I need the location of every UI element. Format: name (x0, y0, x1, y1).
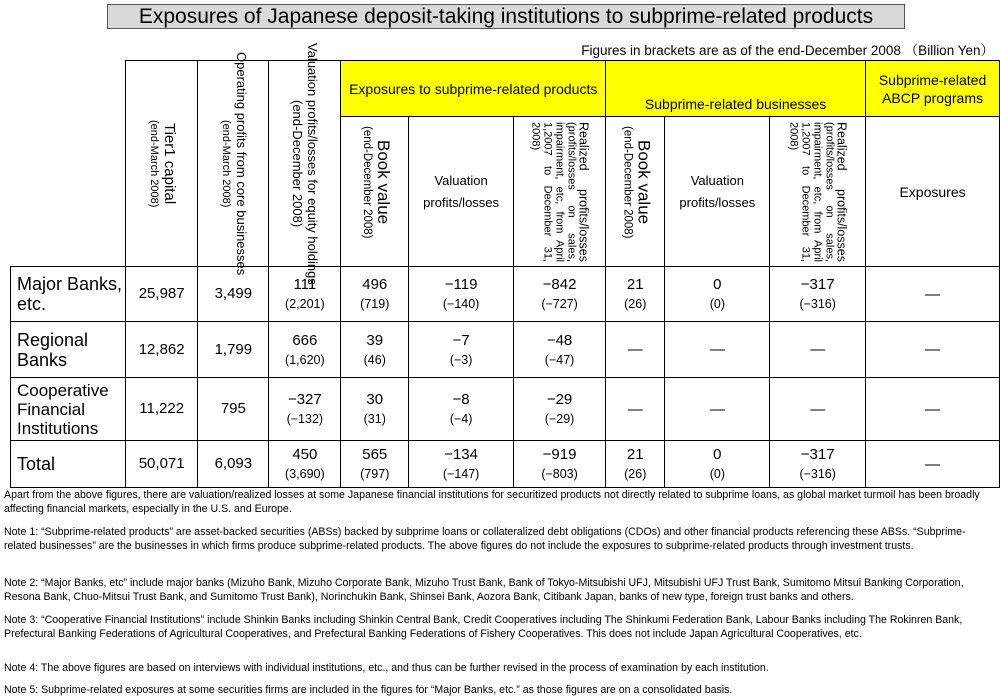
realized-cell: −29 (−29) (514, 378, 606, 441)
header-sb-realized: Realized profits/losses (profits/losses on sales, impairment, etc, from April 1,2007 to December 31, 2008) (770, 117, 866, 267)
header-realized: Realized profits/losses (profits/losses on sales, impairment, etc, from April 1,2007 to December 31, 2008) (514, 117, 606, 267)
realized-cell: −48 (−47) (514, 322, 606, 378)
note-5: Note 5: Subprime-related exposures at some securities firms are included in the figures for “Major Banks, etc.” as those figures are on a consolidated basis. (4, 684, 733, 696)
book-cell: 496 (719) (341, 267, 409, 322)
sb-realized-cell: −317 (−316) (770, 441, 866, 488)
tier1-cell: 12,862 (125, 322, 197, 378)
header-abcp-exposures: Exposures (866, 117, 1000, 267)
header-businesses-group: Subprime-related businesses (606, 92, 866, 117)
operating-cell: 795 (198, 378, 269, 441)
abcp-cell: — (866, 267, 1000, 322)
abcp-cell: — (866, 322, 1000, 378)
row-label: Major Banks, etc. (11, 267, 126, 322)
equity-cell: −327 (−132) (269, 378, 341, 441)
sb-realized-cell: −317 (−316) (770, 267, 866, 322)
row-label: Total (11, 441, 126, 488)
header-operating-profits: Operating profits from core businesses (end-March 2008) (198, 61, 269, 267)
equity-cell: 450 (3,690) (269, 441, 341, 488)
realized-cell: −842 (−727) (514, 267, 606, 322)
sb-book-cell: 21 (26) (606, 267, 665, 322)
valuation-cell: −7 (−3) (409, 322, 514, 378)
sb-realized-cell: — (770, 322, 866, 378)
operating-cell: 6,093 (198, 441, 269, 488)
intro-note: Apart from the above figures, there are valuation/realized losses at some Japanese financial institutions for securitized products not directly related to subprime loans, as global market turmoil has been broadly affecting financial markets, especially in the U.S. and Europe. (4, 489, 980, 515)
header-yellow-spacer (606, 61, 866, 92)
header-sb-valuation-pl: Valuation profits/losses (665, 117, 770, 267)
row-label: Cooperative Financial Institutions (11, 378, 126, 441)
corner-blank (11, 61, 126, 267)
valuation-cell: −134 (−147) (409, 441, 514, 488)
valuation-cell: −8 (−4) (409, 378, 514, 441)
valuation-cell: −119 (−140) (409, 267, 514, 322)
tier1-cell: 11,222 (125, 378, 197, 441)
sb-valuation-cell: — (665, 378, 770, 441)
page-title: Exposures of Japanese deposit-taking institutions to subprime-related products (107, 4, 905, 29)
header-tier1: Tier1 capital (end-March 2008) (125, 61, 197, 267)
operating-cell: 3,499 (198, 267, 269, 322)
equity-cell: 666 (1,620) (269, 322, 341, 378)
book-cell: 565 (797) (341, 441, 409, 488)
sb-valuation-cell: — (665, 322, 770, 378)
book-cell: 30 (31) (341, 378, 409, 441)
sb-book-cell: 21 (26) (606, 441, 665, 488)
note-3: Note 3: “Cooperative Financial Institutions” include Shinkin Banks including Shinkin Central Bank, Credit Cooperatives including The Shinkumi Federation Bank, Labour Banks including The Rokinren Bank, Prefectural Banking Federations of Agricultural Cooperatives, and Prefectural Banking Federations of Fishery Cooperatives. This does not include Japan Agricultural Cooperatives, etc. (4, 614, 963, 640)
header-exposures-group: Exposures to subprime-related products (341, 61, 606, 117)
units-caption: Figures in brackets are as of the end-December 2008 （Billion Yen） (581, 43, 994, 58)
header-valuation-equity: Valuation profits/losses for equity holdings (end-December 2008) (269, 61, 341, 267)
operating-cell: 1,799 (198, 322, 269, 378)
header-valuation-pl: Valuation profits/losses (409, 117, 514, 267)
tier1-cell: 50,071 (125, 441, 197, 488)
sb-book-cell: — (606, 322, 665, 378)
abcp-cell: — (866, 378, 1000, 441)
note-4: Note 4: The above figures are based on interviews with individual institutions, etc., and thus can be further revised in the process of examination by each institution. (4, 662, 769, 674)
table-row (11, 441, 1000, 488)
header-sb-book-value: Book value (end-December 2008) (606, 117, 665, 267)
note-2: Note 2: “Major Banks, etc” include major banks (Mizuho Bank, Mizuho Corporate Bank, Mizuho Trust Bank, Bank of Tokyo-Mitsubishi UFJ, Mitsubishi UFJ Trust Bank, Sumitomo Mitsui Banking Corporation, Resona Bank, Chuo-Mitsui Trust Bank, and Sumitomo Trust Bank), Norinchukin Bank, Shinsei Bank, Aozora Bank, Citibank Japan, banks of new type, foreign trust banks and others. (4, 577, 964, 603)
note-1: Note 1: “Subprime-related products” are asset-backed securities (ABSs) backed by subprime loans or collateralized debt obligations (CDOs) and other financial products referencing these ABSs. “Subprime-related businesses” are the businesses in which firms produce subprime-related products. The above figures do not include the exposures to subprime-related products through investment trusts. (4, 526, 966, 552)
tier1-cell: 25,987 (125, 267, 197, 322)
sb-valuation-cell: 0 (0) (665, 267, 770, 322)
book-cell: 39 (46) (341, 322, 409, 378)
abcp-cell: — (866, 441, 1000, 488)
table-row (11, 378, 1000, 441)
equity-cell: 111 (2,201) (269, 267, 341, 322)
table-row (11, 267, 1000, 322)
row-label: Regional Banks (11, 322, 126, 378)
header-abcp-group: Subprime-related ABCP programs (866, 61, 1000, 117)
sb-realized-cell: — (770, 378, 866, 441)
sb-valuation-cell: 0 (0) (665, 441, 770, 488)
realized-cell: −919 (−803) (514, 441, 606, 488)
header-book-value: Book value (end-December 2008) (341, 117, 409, 267)
sb-book-cell: — (606, 378, 665, 441)
table-row (11, 322, 1000, 378)
